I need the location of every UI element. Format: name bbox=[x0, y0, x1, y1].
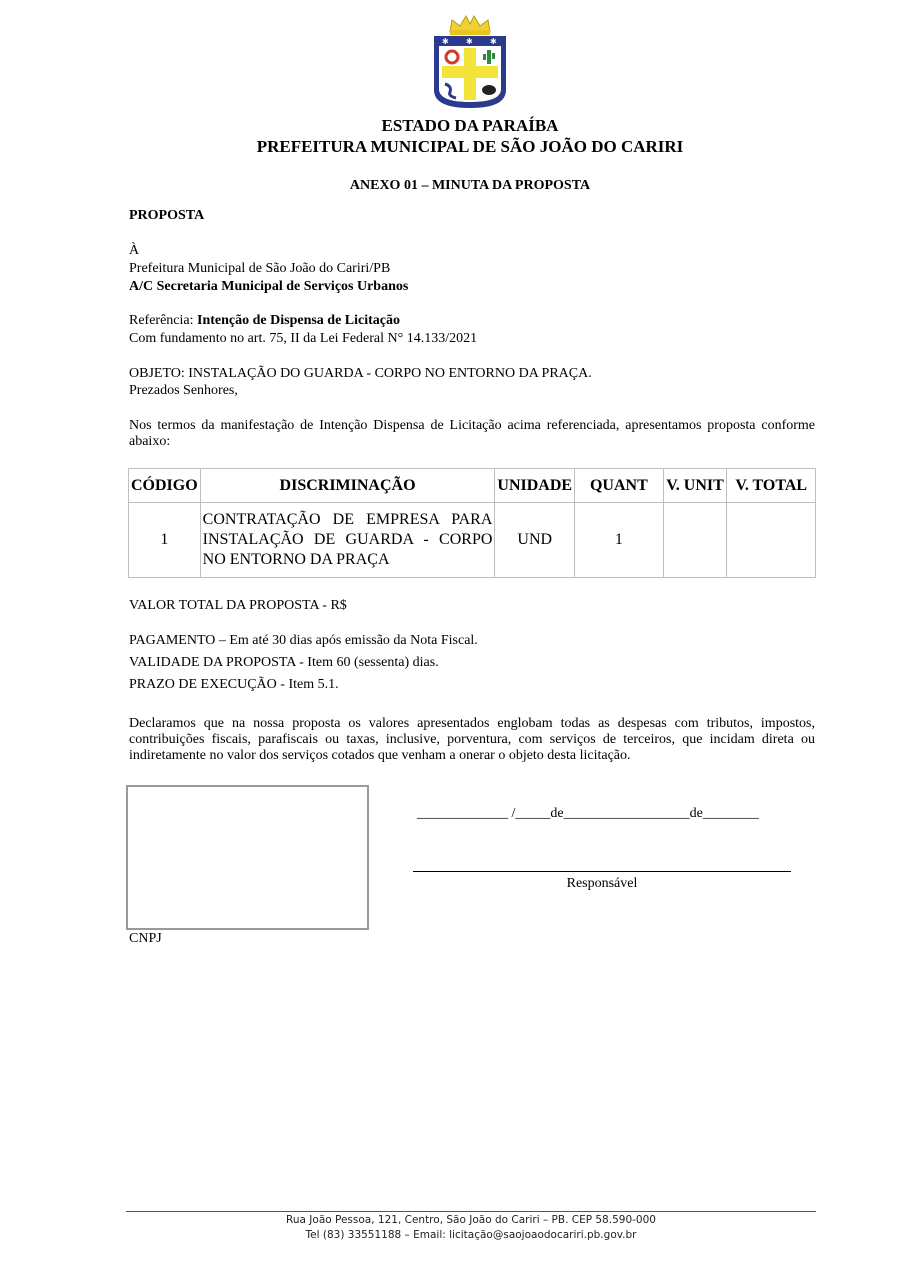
recipient-prefix: À bbox=[129, 243, 140, 258]
municipality-title: PREFEITURA MUNICIPAL DE SÃO JOÃO DO CARIRI bbox=[256, 137, 684, 156]
svg-text:✱: ✱ bbox=[442, 37, 449, 46]
svg-text:✱: ✱ bbox=[490, 37, 497, 46]
header-description: DISCRIMINAÇÃO bbox=[200, 469, 495, 503]
intro-paragraph: Nos termos da manifestação de Intenção Dispensa de Licitação acima referenciada, apresentamos proposta conforme abaixo: bbox=[129, 418, 815, 449]
state-title: ESTADO DA PARAÍBA bbox=[381, 116, 559, 135]
declaration-paragraph: Declaramos que na nossa proposta os valores apresentados englobam todas as despesas com tributos, impostos, contribuições fiscais, parafiscais ou taxas, inclusive, porventura, com serviços de terceiros, que incidam direta ou indiretamente no valor dos serviços cotados que venham a onerar o objeto desta licitação. bbox=[129, 716, 815, 763]
footer-address: Rua João Pessoa, 121, Centro, São João do Cariri – PB. CEP 58.590-000 bbox=[286, 1214, 656, 1226]
greeting: Prezados Senhores, bbox=[129, 383, 238, 398]
company-stamp-box bbox=[126, 785, 369, 930]
cnpj-label: CNPJ bbox=[129, 931, 162, 946]
header-total-value: V. TOTAL bbox=[727, 469, 816, 503]
cell-quantity: 1 bbox=[575, 503, 664, 578]
legal-basis: Com fundamento no art. 75, II da Lei Federal N° 14.133/2021 bbox=[129, 331, 478, 346]
reference-value: Intenção de Dispensa de Licitação bbox=[197, 313, 401, 328]
table-row bbox=[129, 503, 816, 578]
header-code: CÓDIGO bbox=[129, 469, 201, 503]
header-quantity: QUANT bbox=[575, 469, 664, 503]
total-value-line: VALOR TOTAL DA PROPOSTA - R$ bbox=[129, 598, 347, 613]
table-header-row bbox=[129, 469, 816, 503]
payment-terms: PAGAMENTO – Em até 30 dias após emissão da Nota Fiscal. bbox=[129, 633, 478, 648]
header-unit-value: V. UNIT bbox=[663, 469, 727, 503]
reference-line bbox=[129, 313, 400, 329]
cell-unit-value bbox=[663, 503, 727, 578]
reference-label: Referência: bbox=[129, 313, 194, 328]
cell-code: 1 bbox=[129, 503, 201, 578]
date-line: _____________ /_____de__________________de________ bbox=[417, 806, 759, 821]
cell-unit: UND bbox=[495, 503, 575, 578]
execution-deadline: PRAZO DE EXECUÇÃO - Item 5.1. bbox=[129, 677, 339, 692]
svg-text:✱: ✱ bbox=[466, 37, 473, 46]
object-line: OBJETO: INSTALAÇÃO DO GUARDA - CORPO NO ENTORNO DA PRAÇA. bbox=[129, 366, 592, 381]
municipal-coat-of-arms-icon bbox=[428, 12, 512, 110]
cell-description: CONTRATAÇÃO DE EMPRESA PARA INSTALAÇÃO DE GUARDA - CORPO NO ENTORNO DA PRAÇA bbox=[200, 503, 495, 578]
responsible-label: Responsável bbox=[566, 876, 638, 891]
annex-title: ANEXO 01 – MINUTA DA PROPOSTA bbox=[349, 178, 591, 193]
validity-terms: VALIDADE DA PROPOSTA - Item 60 (sessenta) dias. bbox=[129, 655, 439, 670]
header-unit: UNIDADE bbox=[495, 469, 575, 503]
footer-contact: Tel (83) 33551188 – Email: licitação@saojoaodocariri.pb.gov.br bbox=[305, 1229, 637, 1241]
cell-total-value bbox=[727, 503, 816, 578]
signature-line bbox=[413, 871, 791, 872]
items-table bbox=[128, 468, 816, 578]
proposal-heading: PROPOSTA bbox=[129, 208, 205, 223]
recipient: Prefeitura Municipal de São João do Cariri/PB bbox=[129, 261, 391, 276]
footer-divider bbox=[126, 1211, 816, 1212]
attention-line: A/C Secretaria Municipal de Serviços Urbanos bbox=[129, 279, 409, 294]
